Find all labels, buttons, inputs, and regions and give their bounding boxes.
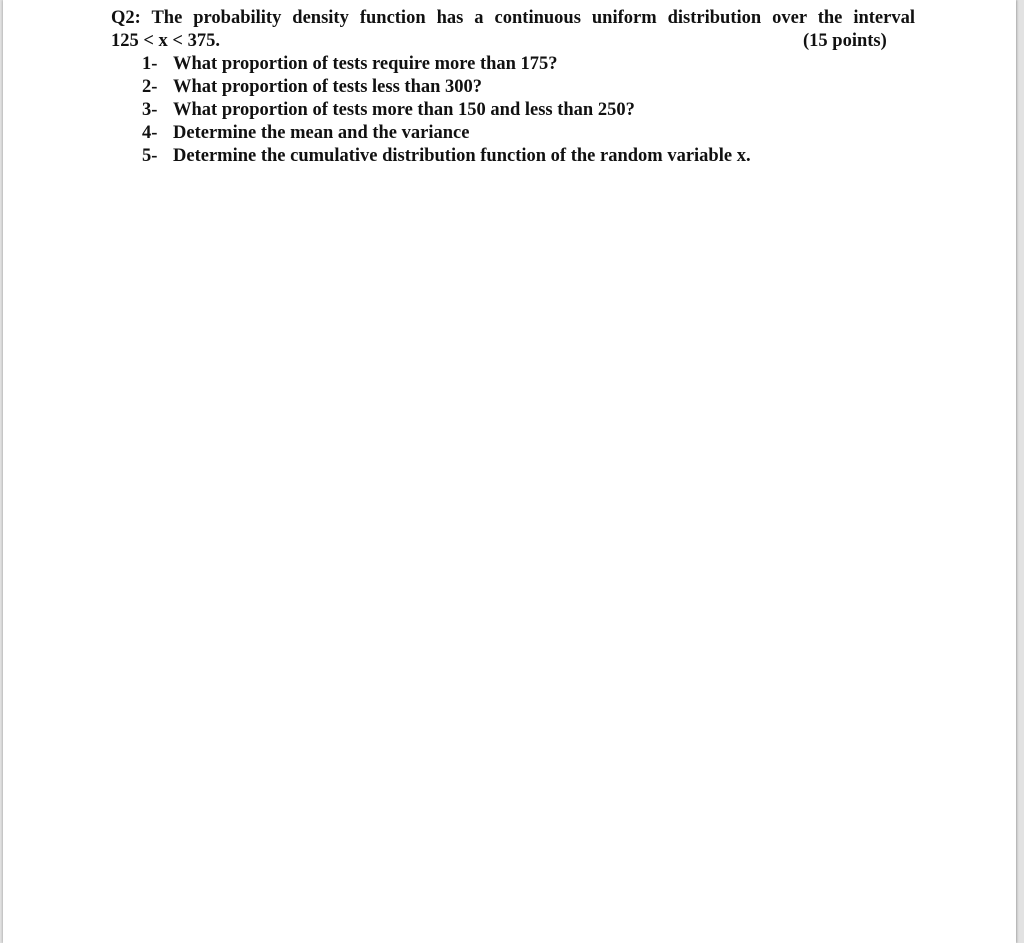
list-item-number: 4- [142,123,158,143]
list-item-number: 1- [142,54,158,74]
list-item-number: 5- [142,146,158,166]
question-heading: Q2: The probability density function has a continuous uniform distribution over the interval [111,8,915,28]
list-item-number: 2- [142,77,158,97]
list-item [142,77,482,100]
list-item [142,146,751,169]
list-item [142,54,558,77]
question-points: (15 points) [803,31,887,51]
question-interval: 125 < x < 375. [111,31,220,51]
list-item-text: What proportion of tests more than 150 and less than 250? [173,100,635,120]
list-item-text: Determine the cumulative distribution function of the random variable x. [173,146,751,166]
list-item-text: What proportion of tests require more than 175? [173,54,558,74]
list-item-number: 3- [142,100,158,120]
list-item [142,123,469,146]
list-item [142,100,635,123]
list-item-text: What proportion of tests less than 300? [173,77,483,97]
list-item-text: Determine the mean and the variance [173,123,470,143]
document-page [3,0,1016,943]
